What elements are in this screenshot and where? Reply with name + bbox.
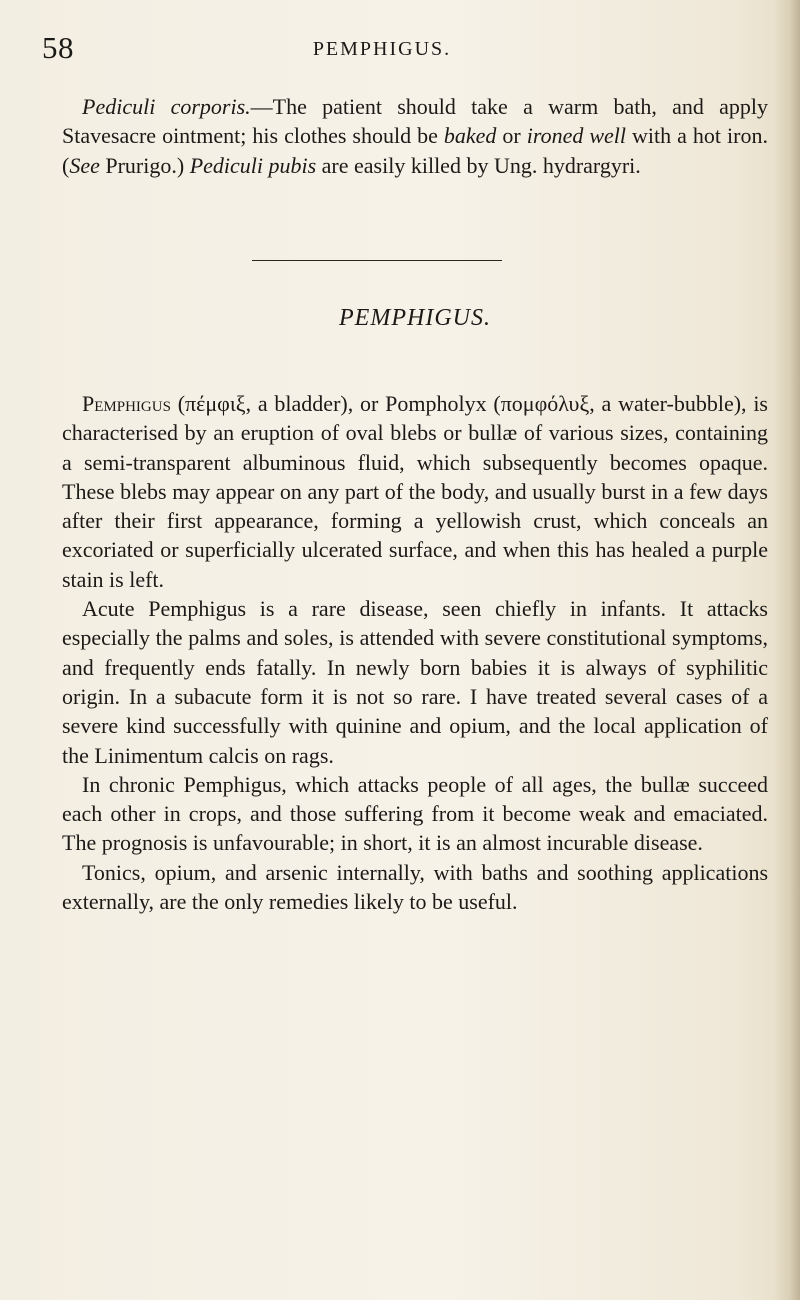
text-span: (πέμφιξ, a bladder), or Pompholyx (πομφόλυξ, a water-bubble), is characterised by an eruption of oval blebs or bullæ of various sizes, containing a semi-transparent albuminous fluid, which subsequently becomes opaque. These blebs may appear on any part of the body, and usually burst in a few days after their first appearance, forming a yellowish crust, which conceals an excoriated or superficially ulcerated surface, and when this has healed a purple stain is left.	[62, 391, 768, 592]
text-span: —The patient should take a warm bath, and apply Stavesacre ointment; his clothes should be	[62, 94, 768, 149]
term-see: See	[69, 152, 100, 178]
pediculi-paragraph-block	[62, 92, 768, 180]
section-divider	[252, 260, 502, 261]
text-span: are easily killed by Ung. hydrargyri.	[316, 152, 641, 178]
running-title: PEMPHIGUS.	[312, 38, 452, 60]
paragraph-acute: Acute Pemphigus is a rare disease, seen chiefly in infants. It attacks especially the palms and soles, is attended with severe constitutional symptoms, and frequently ends fatally. In newly born babies it is always of syphilitic origin. In a subacute form it is not so rare. I have treated several cases of a severe kind successfully with quinine and opium, and the local application of the Linimentum calcis on rags.	[62, 596, 768, 768]
pemphigus-text-block	[62, 389, 768, 916]
paragraph-pediculi	[62, 92, 768, 180]
page-number: 58	[42, 30, 74, 65]
running-head	[42, 30, 762, 70]
text-span: with a hot iron. (	[62, 123, 768, 178]
section-title: PEMPHIGUS.	[339, 305, 491, 331]
text-span: Prurigo.)	[99, 152, 190, 178]
paragraph-definition	[62, 389, 768, 594]
paragraph-treatment: Tonics, opium, and arsenic internally, with baths and soothing applications externally, are the only remedies likely to be useful.	[62, 859, 768, 915]
term-pediculi-pubis: Pediculi pubis	[189, 152, 317, 178]
paragraph-chronic: In chronic Pemphigus, which attacks people of all ages, the bullæ succeed each other in crops, and those suffering from it become weak and emaciated. The prognosis is unfavourable; in short, it is an almost incurable disease.	[62, 771, 768, 856]
text-span: or	[496, 123, 527, 149]
term-ironed-well: ironed well	[526, 123, 627, 149]
term-pediculi-corporis: Pediculi corporis.	[82, 94, 251, 119]
page-edge-shadow	[774, 0, 800, 1300]
term-pemphigus: Pemphigus	[82, 391, 171, 416]
term-baked: baked	[443, 123, 497, 149]
